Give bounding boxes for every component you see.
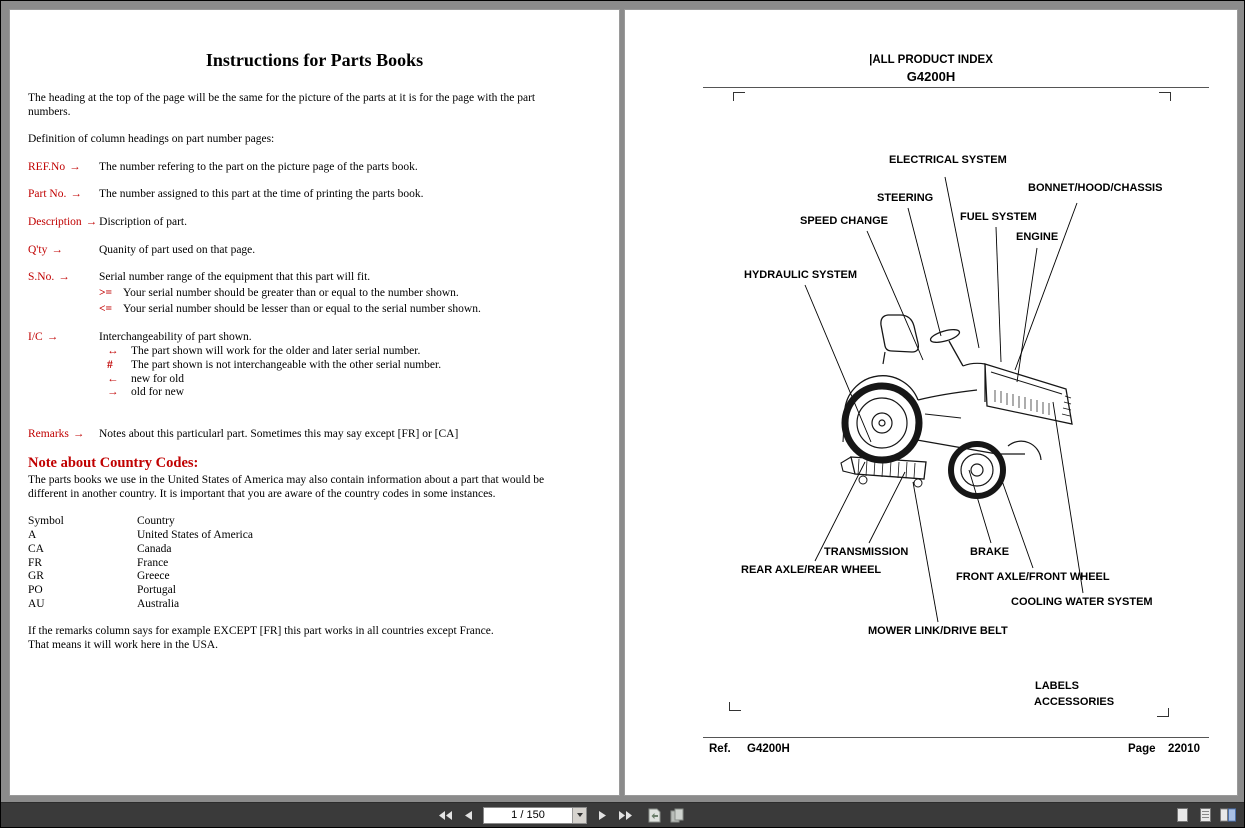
part-label-rear-axle-rear-wheel: REAR AXLE/REAR WHEEL — [741, 564, 882, 576]
page-label: Page — [1128, 743, 1156, 755]
sub-text: Your serial number should be lesser than or equal to the serial number shown. — [123, 303, 481, 315]
country-table-row — [28, 570, 170, 583]
country-table-row — [28, 584, 176, 597]
arrow-icon: → — [51, 244, 63, 256]
country-cell: France — [137, 557, 169, 569]
definition-row-description — [28, 216, 608, 229]
symbol-cell: A — [28, 529, 37, 541]
page-navigation-controls — [437, 803, 685, 827]
single-page-view-icon — [1177, 808, 1188, 822]
part-label-speed-change: SPEED CHANGE — [800, 215, 889, 227]
crop-mark-top-left — [733, 92, 745, 101]
right-arrow-icon: → — [107, 386, 119, 398]
part-label-fuel-system: FUEL SYSTEM — [960, 211, 1037, 223]
column-label: I/C — [28, 331, 43, 343]
arrow-icon: → — [72, 428, 85, 440]
arrow-icon: → — [85, 216, 98, 228]
page-indicator: 1 / 150 — [511, 809, 545, 821]
last-page-button[interactable] — [617, 806, 633, 824]
closing-line-2: That means it will work here in the USA. — [28, 639, 219, 651]
tractor-illustration — [625, 10, 1237, 795]
facing-pages-view-icon — [1220, 808, 1236, 822]
column-label: S.No. — [28, 271, 55, 283]
right-page — [624, 9, 1238, 796]
country-table-row — [28, 598, 179, 611]
part-label-labels: LABELS — [1035, 680, 1079, 692]
part-label-electrical-system: ELECTRICAL SYSTEM — [889, 154, 1007, 166]
next-page-button[interactable] — [594, 806, 610, 824]
tractor-line-art — [841, 315, 1072, 496]
country-header: Country — [137, 515, 175, 527]
left-arrow-icon: ← — [107, 373, 119, 385]
definition-row-partno — [28, 188, 608, 201]
ref-value: G4200H — [747, 743, 790, 755]
column-description: The number refering to the part on the picture page of the parts book. — [99, 161, 418, 173]
ic-sub-new-for-old — [107, 373, 184, 386]
sub-text: old for new — [131, 386, 185, 398]
part-label-steering: STEERING — [877, 192, 934, 204]
definition-heading: Definition of column headings on part number pages: — [28, 133, 275, 145]
column-description: Quanity of part used on that page. — [99, 244, 256, 256]
first-page-button[interactable] — [437, 806, 453, 824]
continuous-view-button[interactable] — [1197, 806, 1213, 824]
column-label: Remarks — [28, 428, 69, 440]
country-table-header — [28, 515, 175, 528]
gte-symbol: >= — [99, 287, 113, 299]
left-page — [9, 9, 620, 796]
sno-sub-lte — [99, 303, 481, 316]
facing-pages-view-button[interactable] — [1220, 806, 1236, 824]
definition-row-refno — [28, 161, 608, 174]
viewer-toolbar — [1, 802, 1244, 827]
sub-text: The part shown is not interchangeable with the other serial number. — [131, 359, 442, 371]
symbol-cell: CA — [28, 543, 44, 555]
previous-view-icon — [648, 808, 661, 823]
symbol-cell: GR — [28, 570, 44, 582]
arrow-icon: → — [70, 188, 82, 200]
column-label: Q'ty — [28, 244, 48, 256]
lte-symbol: <= — [99, 303, 113, 315]
country-codes-heading: Note about Country Codes: — [28, 455, 199, 471]
sub-text: Your serial number should be greater than or equal to the number shown. — [123, 287, 459, 299]
ic-sub-hash — [107, 359, 441, 372]
hash-symbol: # — [107, 359, 113, 371]
crop-mark-bottom-right — [1157, 708, 1169, 717]
country-codes-paragraph: The parts books we use in the United States of America may also contain information about a part that would be different in another country. It is important that you are aware of the country codes in some instances. — [28, 474, 545, 500]
symbol-cell: AU — [28, 598, 45, 610]
country-table-row — [28, 529, 253, 542]
sno-sub-gte — [99, 287, 459, 300]
page-title: Instructions for Parts Books — [205, 50, 424, 70]
column-description: Serial number range of the equipment that this part will fit. — [99, 271, 371, 283]
country-cell: Canada — [137, 543, 172, 555]
closing-line-1: If the remarks column says for example EXCEPT [FR] this part works in all countries except France. — [28, 625, 494, 637]
part-label-mower-link-drive-belt: MOWER LINK/DRIVE BELT — [868, 625, 1008, 637]
country-cell: Portugal — [137, 584, 176, 596]
column-description: Notes about this particularl part. Sometimes this may say except [FR] or [CA] — [99, 428, 459, 440]
column-description: The number assigned to this part at the time of printing the parts book. — [99, 188, 424, 200]
page-layout-controls — [1174, 803, 1236, 827]
next-page-icon — [599, 811, 606, 820]
part-label-hydraulic-system: HYDRAULIC SYSTEM — [744, 269, 858, 281]
sub-text: The part shown will work for the older and later serial number. — [131, 345, 421, 357]
part-label-brake: BRAKE — [970, 546, 1010, 558]
both-ways-arrow-icon: ↔ — [107, 345, 119, 357]
country-cell: Greece — [137, 570, 170, 582]
header-rule — [703, 87, 1209, 88]
column-label: Part No. — [28, 188, 67, 200]
ic-sub-old-for-new — [107, 386, 184, 399]
next-view-icon — [670, 808, 684, 823]
part-label-bonnet-hood-chassis: BONNET/HOOD/CHASSIS — [1028, 182, 1163, 194]
arrow-icon: → — [46, 331, 59, 343]
crop-mark-top-right — [1159, 92, 1171, 101]
previous-view-button[interactable] — [646, 806, 662, 824]
arrow-icon: → — [69, 161, 81, 173]
country-table-row — [28, 543, 171, 556]
first-page-icon — [439, 811, 452, 820]
next-view-button[interactable] — [669, 806, 685, 824]
last-page-icon — [619, 811, 632, 820]
intro-paragraph: The heading at the top of the page will be the same for the picture of the parts at it is for the page with the part numbers. — [28, 92, 536, 118]
definition-row-ic — [28, 331, 608, 344]
definition-row-sno — [28, 271, 608, 284]
part-label-engine: ENGINE — [1016, 231, 1059, 243]
country-cell: United States of America — [137, 529, 253, 541]
definition-row-remarks — [28, 428, 608, 441]
column-label: REF.No — [28, 161, 66, 173]
page-value: 22010 — [1168, 743, 1200, 755]
symbol-header: Symbol — [28, 515, 64, 527]
arrow-icon: → — [58, 271, 70, 283]
single-page-view-button[interactable] — [1174, 806, 1190, 824]
product-index-title: |ALL PRODUCT INDEX — [869, 54, 993, 66]
symbol-cell: PO — [28, 584, 43, 596]
model-number: G4200H — [906, 69, 956, 84]
combobox-dropdown-arrow-icon[interactable] — [572, 808, 586, 823]
symbol-cell: FR — [28, 557, 43, 569]
country-cell: Australia — [137, 598, 180, 610]
ic-sub-both — [107, 345, 420, 358]
ref-label: Ref. — [709, 743, 731, 755]
column-description: Discription of part. — [99, 216, 187, 228]
part-label-transmission: TRANSMISSION — [824, 546, 909, 558]
crop-mark-bottom-left — [729, 702, 741, 711]
page-number-combobox[interactable] — [483, 807, 587, 824]
sub-text: new for old — [131, 373, 185, 385]
country-table-row — [28, 557, 168, 570]
definition-row-qty — [28, 244, 608, 257]
continuous-view-icon — [1200, 808, 1211, 822]
previous-page-button[interactable] — [460, 806, 476, 824]
previous-page-icon — [465, 811, 472, 820]
part-label-cooling-water-system: COOLING WATER SYSTEM — [1011, 596, 1153, 608]
part-label-front-axle-front-wheel: FRONT AXLE/FRONT WHEEL — [956, 571, 1110, 583]
part-label-accessories: ACCESSORIES — [1034, 696, 1115, 708]
footer-rule — [703, 737, 1209, 738]
column-label: Description — [28, 216, 82, 228]
column-description: Interchangeability of part shown. — [99, 331, 252, 343]
